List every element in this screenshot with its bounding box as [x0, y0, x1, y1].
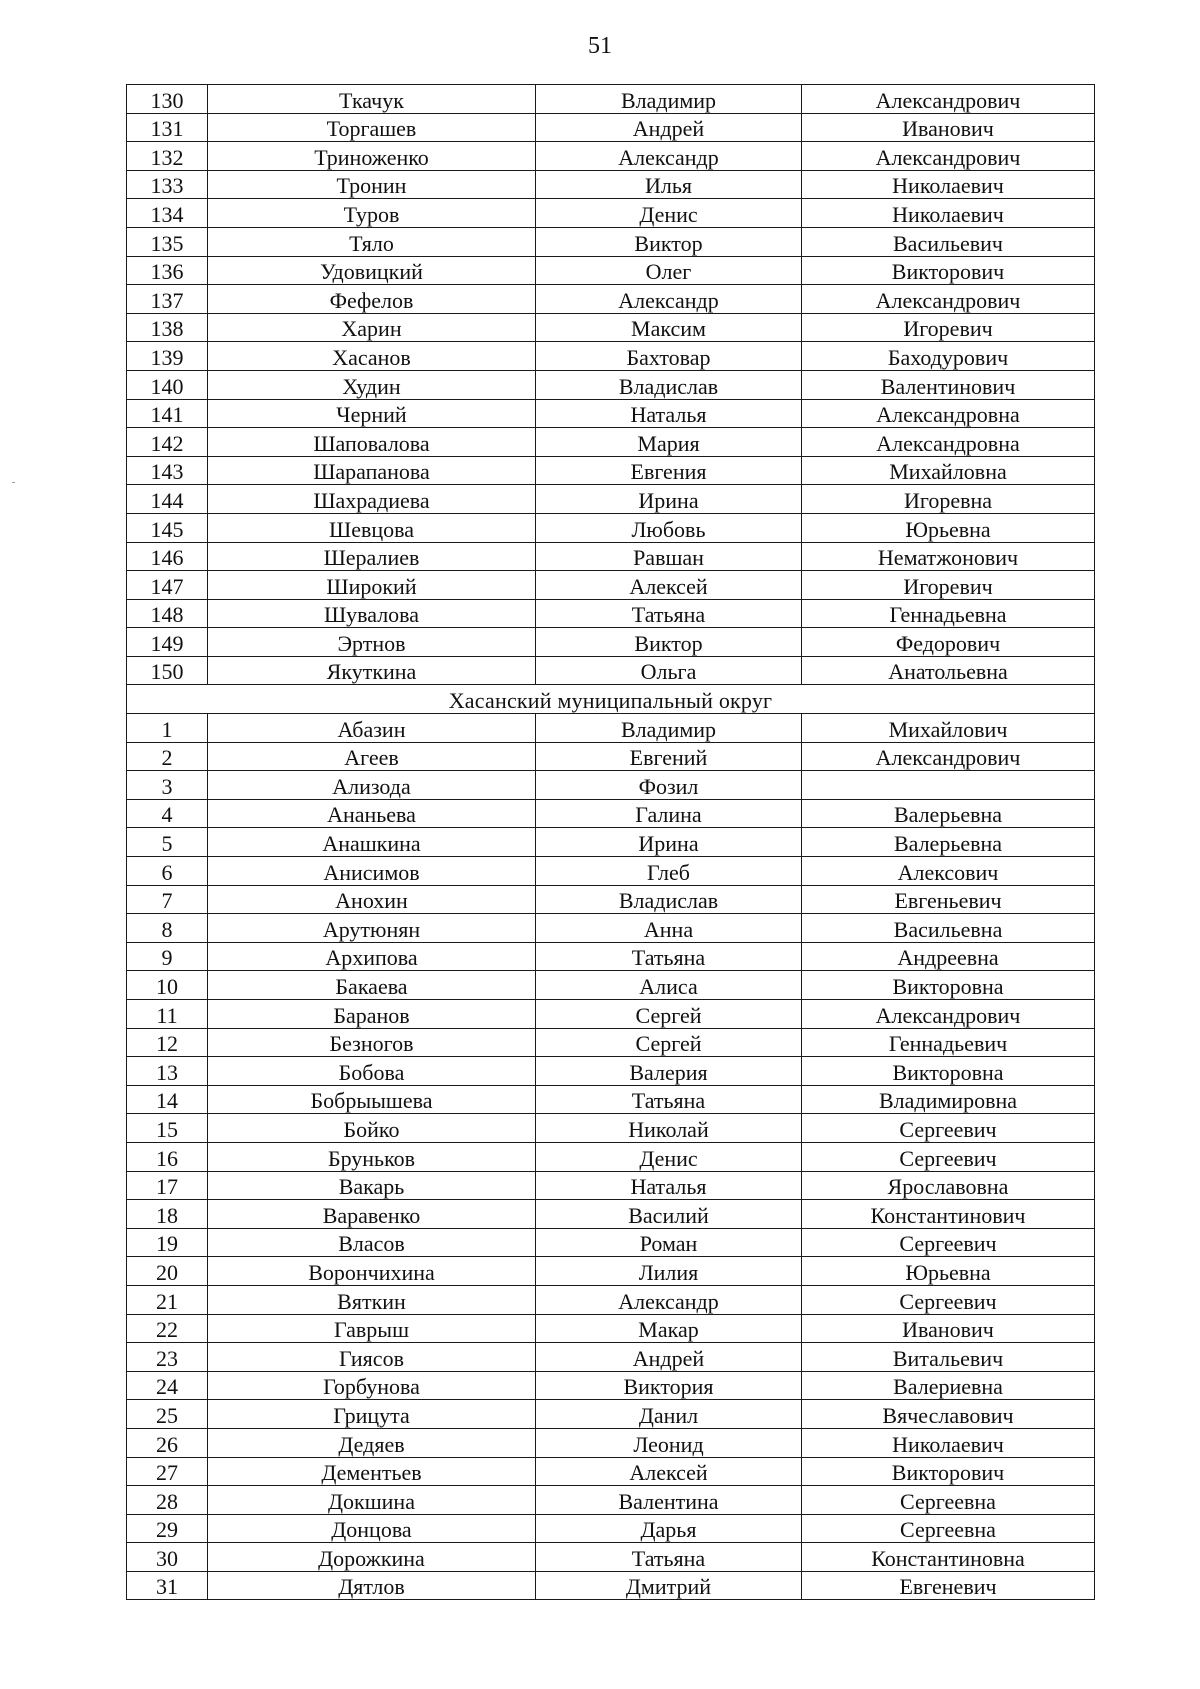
row-number-cell: 20 [127, 1257, 208, 1286]
last-name-cell: Тяло [208, 227, 536, 256]
table-row [127, 85, 1095, 114]
row-number-cell: 6 [127, 857, 208, 886]
last-name-cell: Ткачук [208, 85, 536, 114]
row-number-cell: 9 [127, 942, 208, 971]
table-row [127, 113, 1095, 142]
first-name-cell: Валерия [536, 1057, 802, 1086]
table-row [127, 742, 1095, 771]
table-row [127, 799, 1095, 828]
row-number-cell: 31 [127, 1571, 208, 1600]
patronymic-cell: Валерьевна [802, 799, 1095, 828]
row-number-cell: 136 [127, 256, 208, 285]
patronymic-cell: Иванович [802, 113, 1095, 142]
first-name-cell: Сергей [536, 1000, 802, 1029]
table-row [127, 542, 1095, 571]
table-row [127, 513, 1095, 542]
table-row [127, 1428, 1095, 1457]
row-number-cell: 146 [127, 542, 208, 571]
row-number-cell: 145 [127, 513, 208, 542]
patronymic-cell: Викторовна [802, 971, 1095, 1000]
first-name-cell: Фозил [536, 771, 802, 800]
row-number-cell: 133 [127, 170, 208, 199]
first-name-cell: Александр [536, 1285, 802, 1314]
first-name-cell: Виктория [536, 1371, 802, 1400]
patronymic-cell: Геннадьевич [802, 1028, 1095, 1057]
last-name-cell: Ализода [208, 771, 536, 800]
first-name-cell: Роман [536, 1228, 802, 1257]
patronymic-cell: Александрович [802, 85, 1095, 114]
patronymic-cell [802, 771, 1095, 800]
last-name-cell: Вяткин [208, 1285, 536, 1314]
last-name-cell: Вакарь [208, 1171, 536, 1200]
patronymic-cell: Сергеевич [802, 1228, 1095, 1257]
row-number-cell: 17 [127, 1171, 208, 1200]
row-number-cell: 3 [127, 771, 208, 800]
first-name-cell: Владимир [536, 85, 802, 114]
first-name-cell: Сергей [536, 1028, 802, 1057]
last-name-cell: Бруньков [208, 1142, 536, 1171]
first-name-cell: Евгений [536, 742, 802, 771]
last-name-cell: Анисимов [208, 857, 536, 886]
patronymic-cell: Юрьевна [802, 513, 1095, 542]
patronymic-cell: Валериевна [802, 1371, 1095, 1400]
row-number-cell: 25 [127, 1400, 208, 1429]
first-name-cell: Татьяна [536, 599, 802, 628]
first-name-cell: Макар [536, 1314, 802, 1343]
last-name-cell: Бойко [208, 1114, 536, 1143]
patronymic-cell: Владимировна [802, 1085, 1095, 1114]
table-row [127, 1400, 1095, 1429]
table-row [127, 227, 1095, 256]
table-row [127, 1371, 1095, 1400]
patronymic-cell: Геннадьевна [802, 599, 1095, 628]
table-row [127, 456, 1095, 485]
last-name-cell: Анохин [208, 885, 536, 914]
first-name-cell: Максим [536, 313, 802, 342]
patronymic-cell: Николаевич [802, 1428, 1095, 1457]
patronymic-cell: Витальевич [802, 1343, 1095, 1372]
scan-speck [12, 482, 15, 483]
patronymic-cell: Александровна [802, 428, 1095, 457]
first-name-cell: Алексей [536, 1457, 802, 1486]
roster-table [126, 84, 1095, 1600]
row-number-cell: 141 [127, 399, 208, 428]
patronymic-cell: Юрьевна [802, 1257, 1095, 1286]
patronymic-cell: Александрович [802, 285, 1095, 314]
last-name-cell: Дементьев [208, 1457, 536, 1486]
patronymic-cell: Анатольевна [802, 656, 1095, 685]
last-name-cell: Фефелов [208, 285, 536, 314]
patronymic-cell: Михайлович [802, 714, 1095, 743]
last-name-cell: Абазин [208, 714, 536, 743]
row-number-cell: 24 [127, 1371, 208, 1400]
patronymic-cell: Викторович [802, 256, 1095, 285]
table-row [127, 1457, 1095, 1486]
row-number-cell: 21 [127, 1285, 208, 1314]
row-number-cell: 29 [127, 1514, 208, 1543]
row-number-cell: 138 [127, 313, 208, 342]
row-number-cell: 142 [127, 428, 208, 457]
last-name-cell: Худин [208, 370, 536, 399]
first-name-cell: Анна [536, 914, 802, 943]
table-row [127, 885, 1095, 914]
row-number-cell: 143 [127, 456, 208, 485]
row-number-cell: 16 [127, 1142, 208, 1171]
row-number-cell: 135 [127, 227, 208, 256]
last-name-cell: Удовицкий [208, 256, 536, 285]
last-name-cell: Бобова [208, 1057, 536, 1086]
last-name-cell: Баранов [208, 1000, 536, 1029]
table-row [127, 1543, 1095, 1572]
last-name-cell: Шевцова [208, 513, 536, 542]
table-row [127, 714, 1095, 743]
section-header-row [127, 685, 1095, 714]
row-number-cell: 130 [127, 85, 208, 114]
last-name-cell: Широкий [208, 571, 536, 600]
patronymic-cell: Андреевна [802, 942, 1095, 971]
table-row [127, 1171, 1095, 1200]
first-name-cell: Татьяна [536, 1543, 802, 1572]
patronymic-cell: Сергеевич [802, 1114, 1095, 1143]
last-name-cell: Грицута [208, 1400, 536, 1429]
last-name-cell: Ананьева [208, 799, 536, 828]
row-number-cell: 15 [127, 1114, 208, 1143]
row-number-cell: 131 [127, 113, 208, 142]
patronymic-cell: Николаевич [802, 199, 1095, 228]
table-row [127, 342, 1095, 371]
first-name-cell: Бахтовар [536, 342, 802, 371]
section-title: Хасанский муниципальный округ [127, 685, 1095, 714]
patronymic-cell: Нематжонович [802, 542, 1095, 571]
patronymic-cell: Валерьевна [802, 828, 1095, 857]
last-name-cell: Шахрадиева [208, 485, 536, 514]
table-row [127, 1257, 1095, 1286]
row-number-cell: 139 [127, 342, 208, 371]
row-number-cell: 132 [127, 142, 208, 171]
last-name-cell: Дедяев [208, 1428, 536, 1457]
first-name-cell: Владислав [536, 885, 802, 914]
row-number-cell: 22 [127, 1314, 208, 1343]
patronymic-cell: Вячеславович [802, 1400, 1095, 1429]
row-number-cell: 26 [127, 1428, 208, 1457]
first-name-cell: Татьяна [536, 1085, 802, 1114]
first-name-cell: Дмитрий [536, 1571, 802, 1600]
first-name-cell: Наталья [536, 399, 802, 428]
first-name-cell: Ирина [536, 828, 802, 857]
table-row [127, 828, 1095, 857]
table-row [127, 914, 1095, 943]
last-name-cell: Агеев [208, 742, 536, 771]
row-number-cell: 10 [127, 971, 208, 1000]
patronymic-cell: Сергеевич [802, 1285, 1095, 1314]
first-name-cell: Данил [536, 1400, 802, 1429]
first-name-cell: Андрей [536, 1343, 802, 1372]
table-row [127, 1057, 1095, 1086]
table-row [127, 571, 1095, 600]
table-row [127, 628, 1095, 657]
row-number-cell: 28 [127, 1486, 208, 1515]
last-name-cell: Горбунова [208, 1371, 536, 1400]
row-number-cell: 147 [127, 571, 208, 600]
patronymic-cell: Евгеньевич [802, 885, 1095, 914]
row-number-cell: 18 [127, 1200, 208, 1229]
last-name-cell: Донцова [208, 1514, 536, 1543]
table-row [127, 771, 1095, 800]
table-row [127, 1028, 1095, 1057]
first-name-cell: Денис [536, 199, 802, 228]
last-name-cell: Тронин [208, 170, 536, 199]
last-name-cell: Хасанов [208, 342, 536, 371]
first-name-cell: Галина [536, 799, 802, 828]
last-name-cell: Дятлов [208, 1571, 536, 1600]
table-row [127, 971, 1095, 1000]
patronymic-cell: Александрович [802, 742, 1095, 771]
table-row [127, 1486, 1095, 1515]
patronymic-cell: Иванович [802, 1314, 1095, 1343]
row-number-cell: 149 [127, 628, 208, 657]
patronymic-cell: Игоревна [802, 485, 1095, 514]
first-name-cell: Виктор [536, 227, 802, 256]
row-number-cell: 7 [127, 885, 208, 914]
patronymic-cell: Васильевич [802, 227, 1095, 256]
patronymic-cell: Николаевич [802, 170, 1095, 199]
first-name-cell: Равшан [536, 542, 802, 571]
table-row [127, 1142, 1095, 1171]
table-row [127, 313, 1095, 342]
row-number-cell: 13 [127, 1057, 208, 1086]
row-number-cell: 30 [127, 1543, 208, 1572]
patronymic-cell: Евгеневич [802, 1571, 1095, 1600]
first-name-cell: Евгения [536, 456, 802, 485]
last-name-cell: Гиясов [208, 1343, 536, 1372]
table-row [127, 1000, 1095, 1029]
row-number-cell: 23 [127, 1343, 208, 1372]
first-name-cell: Алиса [536, 971, 802, 1000]
first-name-cell: Виктор [536, 628, 802, 657]
patronymic-cell: Александрович [802, 142, 1095, 171]
row-number-cell: 19 [127, 1228, 208, 1257]
row-number-cell: 12 [127, 1028, 208, 1057]
last-name-cell: Дорожкина [208, 1543, 536, 1572]
row-number-cell: 1 [127, 714, 208, 743]
patronymic-cell: Константиновна [802, 1543, 1095, 1572]
table-row [127, 1571, 1095, 1600]
row-number-cell: 4 [127, 799, 208, 828]
last-name-cell: Докшина [208, 1486, 536, 1515]
table-row [127, 370, 1095, 399]
table-row [127, 1085, 1095, 1114]
last-name-cell: Власов [208, 1228, 536, 1257]
patronymic-cell: Александрович [802, 1000, 1095, 1029]
patronymic-cell: Игоревич [802, 313, 1095, 342]
last-name-cell: Бакаева [208, 971, 536, 1000]
row-number-cell: 140 [127, 370, 208, 399]
table-row [127, 428, 1095, 457]
first-name-cell: Владислав [536, 370, 802, 399]
last-name-cell: Шаповалова [208, 428, 536, 457]
patronymic-cell: Константинович [802, 1200, 1095, 1229]
last-name-cell: Анашкина [208, 828, 536, 857]
last-name-cell: Архипова [208, 942, 536, 971]
patronymic-cell: Федорович [802, 628, 1095, 657]
table-row [127, 1514, 1095, 1543]
last-name-cell: Безногов [208, 1028, 536, 1057]
patronymic-cell: Валентинович [802, 370, 1095, 399]
table-row [127, 1114, 1095, 1143]
patronymic-cell: Александровна [802, 399, 1095, 428]
first-name-cell: Лилия [536, 1257, 802, 1286]
table-row [127, 1343, 1095, 1372]
last-name-cell: Шувалова [208, 599, 536, 628]
first-name-cell: Владимир [536, 714, 802, 743]
patronymic-cell: Сергеевич [802, 1142, 1095, 1171]
last-name-cell: Ворончихина [208, 1257, 536, 1286]
first-name-cell: Ирина [536, 485, 802, 514]
table-row [127, 142, 1095, 171]
patronymic-cell: Сергеевна [802, 1486, 1095, 1515]
patronymic-cell: Викторович [802, 1457, 1095, 1486]
patronymic-cell: Алексович [802, 857, 1095, 886]
row-number-cell: 11 [127, 1000, 208, 1029]
first-name-cell: Николай [536, 1114, 802, 1143]
table-row [127, 256, 1095, 285]
last-name-cell: Черний [208, 399, 536, 428]
page-number: 51 [588, 33, 612, 59]
last-name-cell: Триноженко [208, 142, 536, 171]
row-number-cell: 14 [127, 1085, 208, 1114]
table-row [127, 1285, 1095, 1314]
first-name-cell: Александр [536, 285, 802, 314]
last-name-cell: Арутюнян [208, 914, 536, 943]
row-number-cell: 144 [127, 485, 208, 514]
table-row [127, 599, 1095, 628]
table-row [127, 170, 1095, 199]
first-name-cell: Дарья [536, 1514, 802, 1543]
first-name-cell: Олег [536, 256, 802, 285]
last-name-cell: Гаврыш [208, 1314, 536, 1343]
first-name-cell: Андрей [536, 113, 802, 142]
last-name-cell: Якуткина [208, 656, 536, 685]
row-number-cell: 150 [127, 656, 208, 685]
table-row [127, 399, 1095, 428]
first-name-cell: Алексей [536, 571, 802, 600]
last-name-cell: Туров [208, 199, 536, 228]
last-name-cell: Эртнов [208, 628, 536, 657]
first-name-cell: Глеб [536, 857, 802, 886]
row-number-cell: 2 [127, 742, 208, 771]
first-name-cell: Валентина [536, 1486, 802, 1515]
first-name-cell: Леонид [536, 1428, 802, 1457]
first-name-cell: Татьяна [536, 942, 802, 971]
roster-body [127, 85, 1095, 1600]
first-name-cell: Ольга [536, 656, 802, 685]
last-name-cell: Шарапанова [208, 456, 536, 485]
row-number-cell: 27 [127, 1457, 208, 1486]
table-row [127, 1228, 1095, 1257]
patronymic-cell: Игоревич [802, 571, 1095, 600]
first-name-cell: Мария [536, 428, 802, 457]
first-name-cell: Илья [536, 170, 802, 199]
last-name-cell: Варавенко [208, 1200, 536, 1229]
table-row [127, 285, 1095, 314]
first-name-cell: Александр [536, 142, 802, 171]
table-row [127, 656, 1095, 685]
table-row [127, 485, 1095, 514]
row-number-cell: 134 [127, 199, 208, 228]
first-name-cell: Василий [536, 1200, 802, 1229]
last-name-cell: Торгашев [208, 113, 536, 142]
table-row [127, 1200, 1095, 1229]
patronymic-cell: Баходурович [802, 342, 1095, 371]
last-name-cell: Бобрыышева [208, 1085, 536, 1114]
row-number-cell: 137 [127, 285, 208, 314]
patronymic-cell: Михайловна [802, 456, 1095, 485]
patronymic-cell: Васильевна [802, 914, 1095, 943]
row-number-cell: 5 [127, 828, 208, 857]
patronymic-cell: Сергеевна [802, 1514, 1095, 1543]
table-row [127, 1314, 1095, 1343]
table-row [127, 199, 1095, 228]
first-name-cell: Денис [536, 1142, 802, 1171]
table-row [127, 942, 1095, 971]
row-number-cell: 148 [127, 599, 208, 628]
row-number-cell: 8 [127, 914, 208, 943]
patronymic-cell: Ярославовна [802, 1171, 1095, 1200]
first-name-cell: Любовь [536, 513, 802, 542]
patronymic-cell: Викторовна [802, 1057, 1095, 1086]
table-row [127, 857, 1095, 886]
last-name-cell: Шералиев [208, 542, 536, 571]
last-name-cell: Харин [208, 313, 536, 342]
first-name-cell: Наталья [536, 1171, 802, 1200]
